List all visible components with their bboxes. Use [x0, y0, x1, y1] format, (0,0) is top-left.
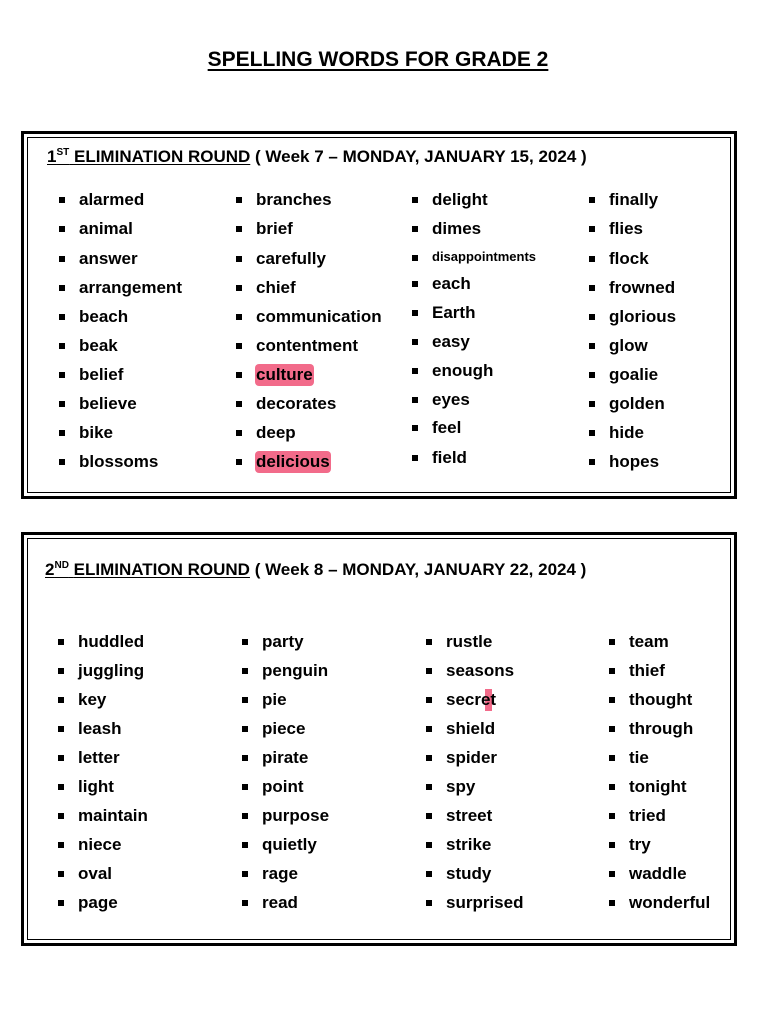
bullet-icon	[609, 726, 615, 732]
word-text: pie	[262, 690, 287, 709]
word-text: surprised	[446, 893, 524, 912]
bullet-icon	[589, 430, 595, 436]
word-text: Earth	[432, 303, 476, 322]
word-text: goalie	[609, 365, 659, 384]
word-text: shield	[446, 719, 496, 738]
bullet-icon	[59, 430, 65, 436]
bullet-icon	[609, 900, 615, 906]
bullet-icon	[412, 197, 418, 203]
bullet-icon	[236, 226, 242, 232]
word-text: key	[78, 690, 107, 709]
page-title-text: SPELLING WORDS FOR GRADE 2	[207, 48, 549, 71]
word-text: culture	[256, 365, 313, 384]
bullet-icon	[236, 459, 242, 465]
word-text: each	[432, 274, 471, 293]
word-text: tried	[629, 806, 666, 825]
word-text: delicious	[256, 452, 330, 471]
bullet-icon	[412, 226, 418, 232]
bullet-icon	[242, 784, 248, 790]
word-text: branches	[256, 190, 332, 209]
bullet-icon	[426, 900, 432, 906]
word-text: contentment	[256, 336, 358, 355]
bullet-icon	[236, 285, 242, 291]
word-text: believe	[79, 394, 137, 413]
word-text: team	[629, 632, 669, 651]
bullet-icon	[58, 813, 64, 819]
bullet-icon	[242, 697, 248, 703]
word-text: carefully	[256, 249, 326, 268]
bullet-icon	[609, 639, 615, 645]
bullet-icon	[59, 197, 65, 203]
bullet-icon	[58, 639, 64, 645]
bullet-icon	[609, 813, 615, 819]
bullet-icon	[58, 900, 64, 906]
word-text: street	[446, 806, 493, 825]
bullet-icon	[59, 459, 65, 465]
bullet-icon	[609, 668, 615, 674]
word-text: hide	[609, 423, 644, 442]
bullet-icon	[242, 871, 248, 877]
word-text: piece	[262, 719, 306, 738]
word-text: letter	[78, 748, 120, 767]
bullet-icon	[412, 455, 418, 461]
word-text: hopes	[609, 452, 660, 471]
round-2-heading-underlined	[45, 560, 250, 579]
round-2-label: ELIMINATION ROUND	[73, 560, 250, 579]
word-text: delight	[432, 190, 488, 209]
bullet-icon	[609, 697, 615, 703]
word-text: through	[629, 719, 694, 738]
bullet-icon	[426, 842, 432, 848]
word-text: deep	[256, 423, 296, 442]
word-text: feel	[432, 418, 462, 437]
word-text: leash	[78, 719, 122, 738]
word-text: chief	[256, 278, 296, 297]
word-text: juggling	[78, 661, 145, 680]
bullet-icon	[609, 842, 615, 848]
word-text: flies	[609, 219, 644, 238]
round-1-heading-underlined	[47, 147, 250, 166]
bullet-icon	[236, 372, 242, 378]
bullet-icon	[412, 425, 418, 431]
bullet-icon	[59, 256, 65, 262]
bullet-icon	[242, 813, 248, 819]
word-text: field	[432, 448, 467, 467]
word-text: brief	[256, 219, 293, 238]
word-text: finally	[609, 190, 659, 209]
bullet-icon	[589, 372, 595, 378]
word-text: waddle	[629, 864, 687, 883]
word-text: tonight	[629, 777, 687, 796]
word-text: purpose	[262, 806, 330, 825]
round-1-details: ( Week 7 – MONDAY, JANUARY 15, 2024 )	[255, 147, 587, 166]
bullet-icon	[412, 368, 418, 374]
round-1-number: 1	[47, 147, 57, 166]
word-text: thief	[629, 661, 665, 680]
bullet-icon	[412, 255, 418, 261]
word-text: blossoms	[79, 452, 159, 471]
word-text: glorious	[609, 307, 677, 326]
bullet-icon	[59, 314, 65, 320]
bullet-icon	[589, 314, 595, 320]
bullet-icon	[412, 281, 418, 287]
bullet-icon	[242, 755, 248, 761]
bullet-icon	[242, 900, 248, 906]
word-text: answer	[79, 249, 138, 268]
bullet-icon	[236, 314, 242, 320]
word-text: flock	[609, 249, 649, 268]
bullet-icon	[412, 397, 418, 403]
bullet-icon	[426, 813, 432, 819]
bullet-icon	[609, 755, 615, 761]
bullet-icon	[426, 639, 432, 645]
bullet-icon	[242, 726, 248, 732]
bullet-icon	[58, 668, 64, 674]
bullet-icon	[236, 256, 242, 262]
word-text: party	[262, 632, 304, 651]
word-text: niece	[78, 835, 122, 854]
word-text: golden	[609, 394, 665, 413]
word-text: eyes	[432, 390, 470, 409]
word-text: study	[446, 864, 492, 883]
bullet-icon	[426, 668, 432, 674]
bullet-icon	[236, 343, 242, 349]
word-text: tie	[629, 748, 649, 767]
bullet-icon	[58, 697, 64, 703]
word-text: oval	[78, 864, 113, 883]
word-text: frowned	[609, 278, 676, 297]
round-2-inner-border	[27, 538, 731, 940]
word-text: enough	[432, 361, 494, 380]
bullet-icon	[589, 256, 595, 262]
bullet-icon	[609, 784, 615, 790]
bullet-icon	[58, 871, 64, 877]
word-text: bike	[79, 423, 114, 442]
page-title	[0, 48, 756, 72]
word-text: glow	[609, 336, 648, 355]
bullet-icon	[242, 842, 248, 848]
bullet-icon	[426, 871, 432, 877]
round-2-details: ( Week 8 – MONDAY, JANUARY 22, 2024 )	[254, 560, 587, 579]
bullet-icon	[236, 430, 242, 436]
bullet-icon	[589, 197, 595, 203]
word-text: animal	[79, 219, 133, 238]
word-text: belief	[79, 365, 124, 384]
bullet-icon	[589, 401, 595, 407]
bullet-icon	[589, 285, 595, 291]
word-text: easy	[432, 332, 470, 351]
bullet-icon	[412, 339, 418, 345]
word-text: read	[262, 893, 298, 912]
word-text: decorates	[256, 394, 337, 413]
word-text: secret	[446, 690, 497, 709]
bullet-icon	[58, 726, 64, 732]
word-text: thought	[629, 690, 693, 709]
word-text: beak	[79, 336, 118, 355]
bullet-icon	[59, 401, 65, 407]
word-text: wonderful	[629, 893, 711, 912]
word-text: alarmed	[79, 190, 145, 209]
bullet-icon	[58, 842, 64, 848]
round-1-ordinal-suffix: ST	[56, 147, 70, 158]
word-text: strike	[446, 835, 492, 854]
bullet-icon	[236, 197, 242, 203]
word-text: point	[262, 777, 304, 796]
bullet-icon	[59, 226, 65, 232]
word-text: arrangement	[79, 278, 182, 297]
word-text: spider	[446, 748, 498, 767]
bullet-icon	[59, 285, 65, 291]
bullet-icon	[609, 871, 615, 877]
bullet-icon	[589, 343, 595, 349]
word-text: huddled	[78, 632, 145, 651]
word-text: quietly	[262, 835, 317, 854]
bullet-icon	[59, 343, 65, 349]
word-text: light	[78, 777, 114, 796]
word-text: page	[78, 893, 118, 912]
word-text: rustle	[446, 632, 493, 651]
bullet-icon	[426, 755, 432, 761]
word-text: maintain	[78, 806, 148, 825]
word-text: spy	[446, 777, 476, 796]
bullet-icon	[589, 226, 595, 232]
word-text: beach	[79, 307, 129, 326]
bullet-icon	[242, 668, 248, 674]
word-text: seasons	[446, 661, 515, 680]
round-2-ordinal-suffix: ND	[54, 560, 69, 571]
bullet-icon	[58, 755, 64, 761]
word-text: try	[629, 835, 651, 854]
word-text: dimes	[432, 219, 482, 238]
round-1-heading	[47, 147, 587, 167]
bullet-icon	[426, 726, 432, 732]
bullet-icon	[242, 639, 248, 645]
bullet-icon	[236, 401, 242, 407]
word-text: penguin	[262, 661, 329, 680]
bullet-icon	[59, 372, 65, 378]
word-text: rage	[262, 864, 298, 883]
round-1-label: ELIMINATION ROUND	[73, 147, 251, 166]
bullet-icon	[426, 784, 432, 790]
round-2-heading	[45, 560, 586, 580]
word-text: pirate	[262, 748, 309, 767]
word-text: disappointments	[432, 249, 537, 264]
round-2-number: 2	[45, 560, 55, 579]
bullet-icon	[412, 310, 418, 316]
word-text: communication	[256, 307, 382, 326]
bullet-icon	[426, 697, 432, 703]
bullet-icon	[589, 459, 595, 465]
bullet-icon	[58, 784, 64, 790]
